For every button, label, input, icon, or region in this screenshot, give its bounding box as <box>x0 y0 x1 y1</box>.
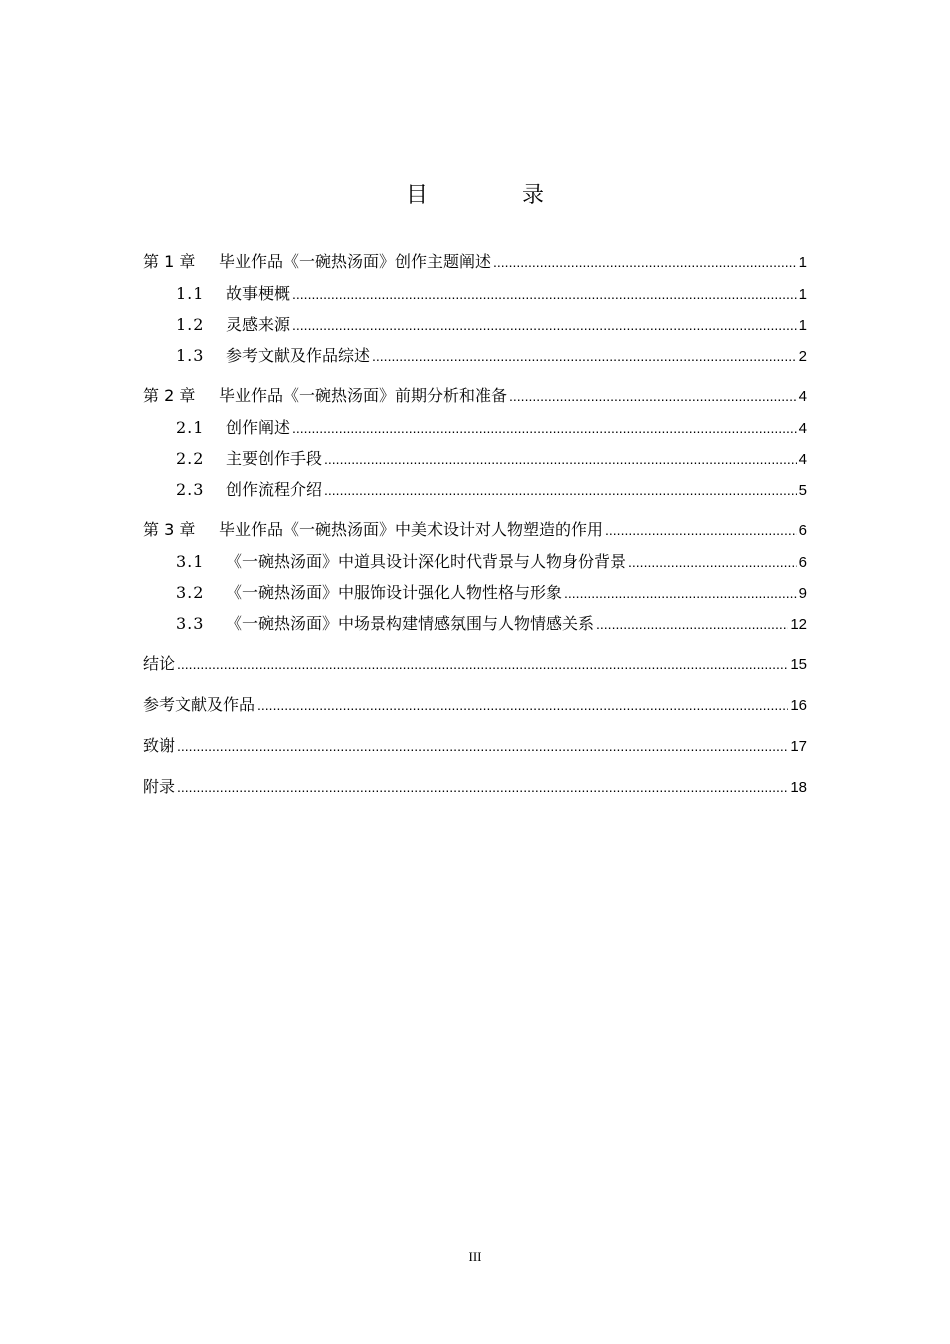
toc-entry-label: 毕业作品《一碗热汤面》前期分析和准备 <box>219 386 508 405</box>
toc-leader-dots <box>177 648 788 680</box>
toc-entry-label: 灵感来源 <box>226 315 291 334</box>
toc-leader-dots <box>596 609 788 640</box>
toc-entry-acknowledgements[interactable] <box>143 730 807 762</box>
toc-entry-page: 4 <box>798 388 807 405</box>
toc-entry-number: 2.3 <box>176 480 205 499</box>
toc-leader-dots <box>292 279 797 310</box>
toc-entry-references[interactable] <box>143 689 807 721</box>
toc-entry-page: 2 <box>798 348 807 365</box>
toc-entry-label: 创作流程介绍 <box>226 480 323 499</box>
toc-entry-number: 2.2 <box>176 449 205 468</box>
toc-entry-number: 3.3 <box>176 614 205 633</box>
toc-entry-number: 1.2 <box>176 315 205 334</box>
toc-leader-dots <box>257 689 788 721</box>
toc-entry-chapter-1[interactable] <box>143 246 807 278</box>
toc-entry-label: 参考文献及作品 <box>143 695 256 714</box>
toc-entry-number: 第 1 章 <box>143 252 196 271</box>
toc-entry-page: 12 <box>790 616 807 633</box>
toc-entry-label: 《一碗热汤面》中道具设计深化时代背景与人物身份背景 <box>226 552 627 571</box>
toc-entry-number: 2.1 <box>176 418 205 437</box>
toc-entry-page: 17 <box>790 738 807 755</box>
toc-entry-chapter-2[interactable] <box>143 380 807 412</box>
toc-entry-number: 3.1 <box>176 552 205 571</box>
toc-entry-section-1-2[interactable] <box>143 309 807 340</box>
toc-entry-section-3-1[interactable] <box>143 546 807 577</box>
toc-entry-page: 1 <box>798 317 807 334</box>
toc-entry-label: 致谢 <box>143 736 176 755</box>
toc-leader-dots <box>177 771 788 803</box>
toc-entry-section-2-3[interactable] <box>143 474 807 505</box>
page-number-footer: III <box>468 1249 482 1264</box>
toc-entry-page: 1 <box>798 254 807 271</box>
toc-entry-conclusion[interactable] <box>143 648 807 680</box>
toc-leader-dots <box>177 730 788 762</box>
toc-leader-dots <box>628 547 797 578</box>
table-of-contents <box>143 246 807 803</box>
toc-entry-label: 毕业作品《一碗热汤面》创作主题阐述 <box>219 252 492 271</box>
toc-leader-dots <box>292 413 797 444</box>
toc-entry-label: 附录 <box>143 777 176 796</box>
toc-leader-dots <box>292 310 797 341</box>
toc-entry-appendix[interactable] <box>143 771 807 803</box>
toc-entry-page: 1 <box>798 286 807 303</box>
toc-entry-label: 毕业作品《一碗热汤面》中美术设计对人物塑造的作用 <box>219 520 604 539</box>
toc-entry-page: 18 <box>790 779 807 796</box>
toc-entry-label: 创作阐述 <box>226 418 291 437</box>
toc-entry-page: 15 <box>790 656 807 673</box>
toc-entry-label: 主要创作手段 <box>226 449 323 468</box>
toc-entry-page: 4 <box>798 420 807 437</box>
toc-entry-section-3-3[interactable] <box>143 608 807 639</box>
toc-entry-page: 6 <box>798 522 807 539</box>
toc-entry-label: 《一碗热汤面》中场景构建情感氛围与人物情感关系 <box>226 614 595 633</box>
toc-entry-number: 1.1 <box>176 284 205 303</box>
toc-entry-number: 第 3 章 <box>143 520 196 539</box>
toc-leader-dots <box>564 578 797 609</box>
toc-entry-chapter-3[interactable] <box>143 514 807 546</box>
toc-entry-page: 6 <box>798 554 807 571</box>
toc-entry-number: 3.2 <box>176 583 205 602</box>
toc-entry-section-1-1[interactable] <box>143 278 807 309</box>
toc-entry-page: 4 <box>798 451 807 468</box>
toc-entry-number: 第 2 章 <box>143 386 196 405</box>
toc-leader-dots <box>324 475 797 506</box>
toc-entry-page: 5 <box>798 482 807 499</box>
toc-leader-dots <box>324 444 797 475</box>
toc-entry-section-2-1[interactable] <box>143 412 807 443</box>
toc-entry-section-3-2[interactable] <box>143 577 807 608</box>
toc-leader-dots <box>509 380 797 412</box>
toc-title: 目 录 <box>405 183 580 208</box>
toc-leader-dots <box>372 341 797 372</box>
toc-entry-label: 参考文献及作品综述 <box>226 346 371 365</box>
toc-leader-dots <box>493 246 797 278</box>
toc-entry-number: 1.3 <box>176 346 205 365</box>
toc-entry-section-1-3[interactable] <box>143 340 807 371</box>
toc-entry-section-2-2[interactable] <box>143 443 807 474</box>
toc-entry-page: 16 <box>790 697 807 714</box>
toc-entry-page: 9 <box>798 585 807 602</box>
toc-entry-label: 结论 <box>143 654 176 673</box>
toc-entry-label: 故事梗概 <box>226 284 291 303</box>
toc-entry-label: 《一碗热汤面》中服饰设计强化人物性格与形象 <box>226 583 563 602</box>
toc-leader-dots <box>605 514 797 546</box>
